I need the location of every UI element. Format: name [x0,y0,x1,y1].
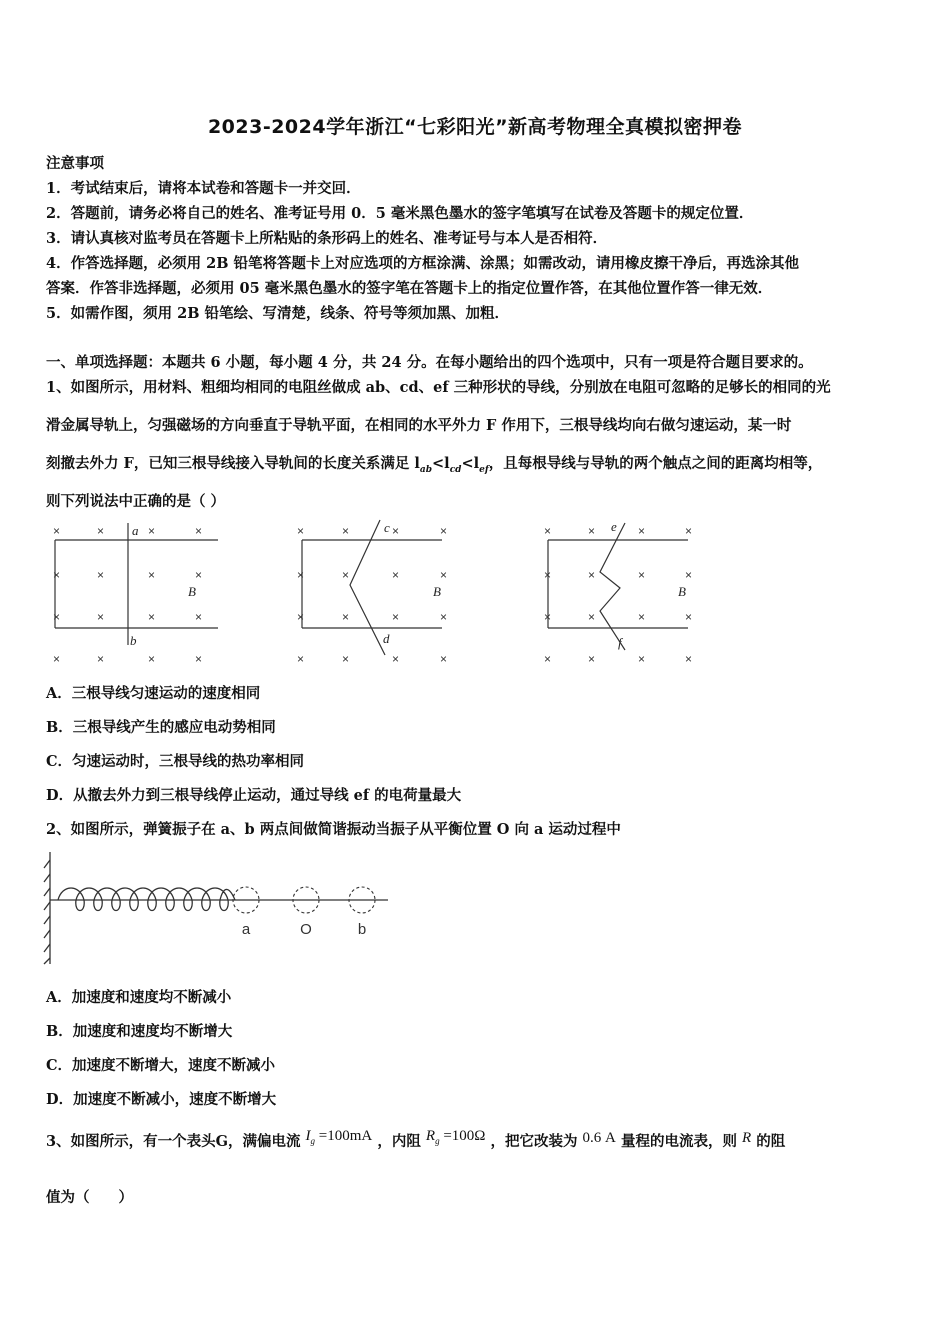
svg-text:×: × [544,524,552,538]
svg-text:×: × [588,610,596,624]
label-b-position: b [357,921,367,938]
svg-text:×: × [297,524,305,538]
svg-text:×: × [195,652,203,666]
svg-text:×: × [685,652,693,666]
svg-text:×: × [544,568,552,582]
svg-text:×: × [342,652,350,666]
svg-text:×: × [148,524,156,538]
svg-text:×: × [53,652,61,666]
svg-text:×: × [392,610,400,624]
svg-text:×: × [392,524,400,538]
label-d: d [383,631,390,646]
svg-text:×: × [638,524,646,538]
svg-text:×: × [342,524,350,538]
page-title: 2023-2024学年浙江“七彩阳光”新高考物理全真模拟密押卷 [207,116,743,138]
svg-text:×: × [638,652,646,666]
q1-option-c[interactable]: C．匀速运动时，三根导线的热功率相同 [46,753,305,770]
svg-text:×: × [392,652,400,666]
label-a-position: a [241,921,251,938]
svg-text:×: × [440,652,448,666]
svg-text:×: × [440,610,448,624]
notice-item-4-cont: 答案．作答非选择题，必须用 05 毫米黑色墨水的签字笔在答题卡上的指定位置作答，在其他位置作答一律无效． [46,280,773,297]
svg-text:×: × [97,610,105,624]
svg-text:×: × [638,610,646,624]
q2-stem: 2、如图所示，弹簧振子在 a、b 两点间做简谐振动当振子从平衡位置 O 向 a 运动过程中 [46,821,621,838]
label-o-position: O [300,921,312,938]
svg-text:×: × [297,652,305,666]
svg-text:×: × [53,568,61,582]
svg-text:×: × [97,524,105,538]
q1-stem-line1: 1、如图所示，用材料、粗细均相同的电阻丝做成 ab、cd、ef 三种形状的导线，分别放在电阻可忽略的足够长的相同的光 [46,379,831,396]
notice-item-4: 4．作答选择题，必须用 2B 铅笔将答题卡上对应选项的方框涂满、涂黑；如需改动，请用橡皮擦干净后，再选涂其他 [46,255,800,272]
label-B3: B [678,584,686,599]
label-f: f [618,635,622,650]
svg-text:×: × [148,568,156,582]
svg-text:×: × [342,568,350,582]
q1-stem-line3: 刻撤去外力 F，已知三根导线接入导轨间的长度关系满足 $l_{ab}<l_{cd}<l_{ef}$，且每根导线与导轨的两个触点之间的距离均相等， [46,455,823,475]
svg-text:×: × [148,610,156,624]
label-e: e [611,519,617,534]
q2-option-c[interactable]: C．加速度不断增大，速度不断减小 [46,1057,276,1074]
svg-text:×: × [685,610,693,624]
q3-stem-line1: 3、如图所示，有一个表头G，满偏电流 $I_g =100mA$ ，内阻 $R_g =100\Omega$ ，把它改装为 0.6 A 量程的电流表，则 R 的阻 [46,1128,786,1150]
svg-text:×: × [588,568,596,582]
svg-text:×: × [588,524,596,538]
q2-option-d[interactable]: D．加速度不断减小，速度不断增大 [46,1091,277,1108]
svg-text:×: × [440,524,448,538]
notice-item-3: 3．请认真核对监考员在答题卡上所粘贴的条形码上的姓名、准考证号与本人是否相符． [46,230,608,247]
q1-option-b[interactable]: B．三根导线产生的感应电动势相同 [46,719,276,736]
label-c: c [384,520,390,535]
section-heading: 一、单项选择题：本题共 6 小题，每小题 4 分，共 24 分。在每小题给出的四个选项中，只有一项是符合题目要求的。 [46,354,813,371]
notice-heading: 注意事项 [46,155,104,172]
svg-text:×: × [685,568,693,582]
svg-text:×: × [195,524,203,538]
field-cross: × [53,524,61,538]
notice-item-1: 1．考试结束后，请将本试卷和答题卡一并交回． [46,180,361,197]
svg-text:×: × [588,652,596,666]
q1-figure [40,515,720,675]
svg-text:×: × [392,568,400,582]
svg-text:×: × [148,652,156,666]
label-a: a [132,523,139,538]
label-B1: B [188,584,196,599]
svg-text:×: × [297,610,305,624]
svg-text:×: × [297,568,305,582]
label-B2: B [433,584,441,599]
svg-text:×: × [97,652,105,666]
svg-text:×: × [195,610,203,624]
q2-option-a[interactable]: A．加速度和速度均不断减小 [46,989,232,1006]
notice-item-2: 2．答题前，请务必将自己的姓名、准考证号用 0．5 毫米黑色墨水的签字笔填写在试卷及答题卡的规定位置． [46,205,754,222]
svg-text:×: × [544,652,552,666]
q2-option-b[interactable]: B．加速度和速度均不断增大 [46,1023,233,1040]
svg-text:×: × [195,568,203,582]
q3-stem-line2: 值为（ ） [46,1189,133,1206]
svg-text:×: × [440,568,448,582]
q2-spring-figure [40,848,400,968]
svg-text:×: × [342,610,350,624]
q1-option-d[interactable]: D．从撤去外力到三根导线停止运动，通过导线 ef 的电荷量最大 [46,787,462,804]
svg-text:×: × [97,568,105,582]
q1-stem-line4: 则下列说法中正确的是（ ） [46,493,226,510]
svg-text:×: × [53,610,61,624]
q1-stem-line2: 滑金属导轨上，匀强磁场的方向垂直于导轨平面，在相同的水平外力 F 作用下，三根导线均向右做匀速运动，某一时 [46,417,792,434]
svg-text:×: × [544,610,552,624]
svg-text:×: × [685,524,693,538]
notice-item-5: 5．如需作图，须用 2B 铅笔绘、写清楚，线条、符号等须加黑、加粗． [46,305,510,322]
label-b: b [130,633,137,648]
q1-option-a[interactable]: A．三根导线匀速运动的速度相同 [46,685,261,702]
svg-text:×: × [638,568,646,582]
